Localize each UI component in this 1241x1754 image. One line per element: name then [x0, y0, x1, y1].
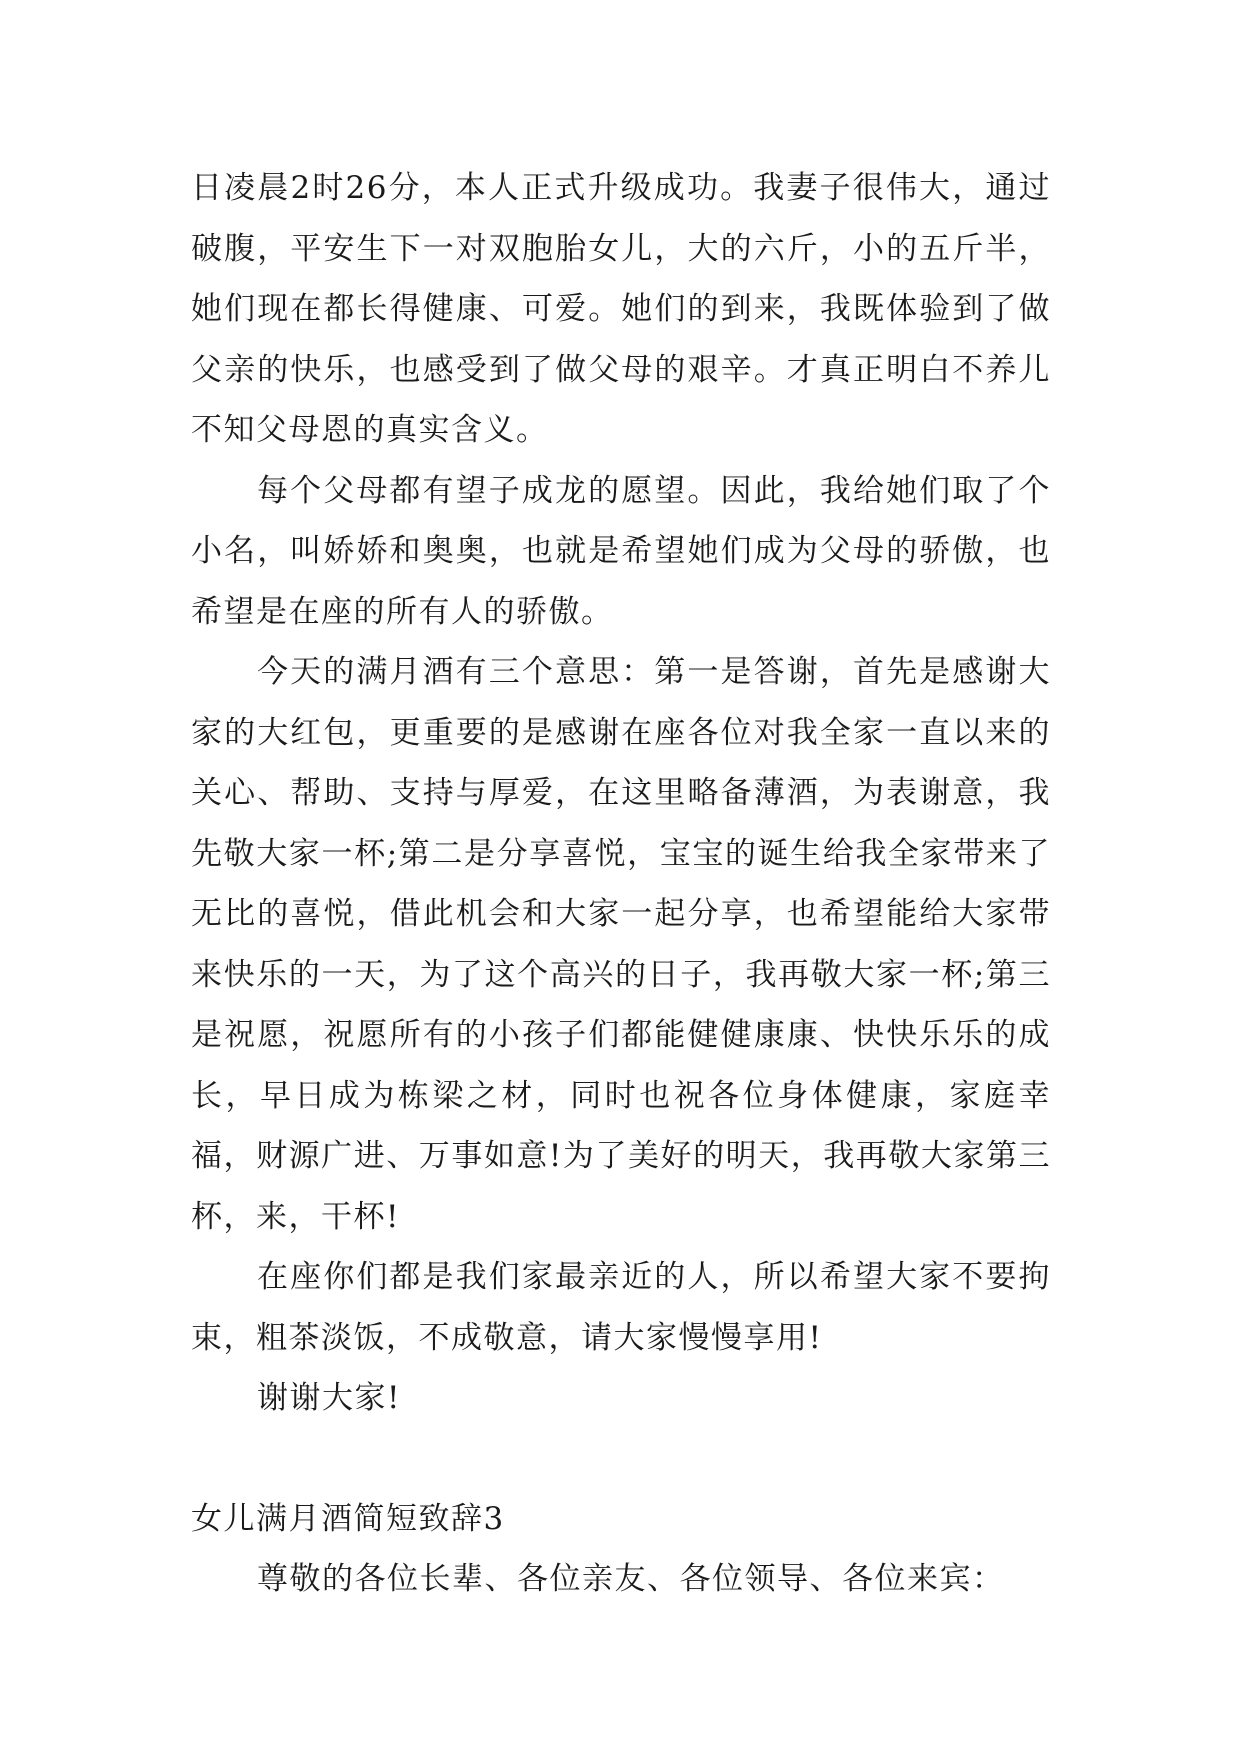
paragraph-thanks: 谢谢大家!	[257, 1380, 401, 1416]
paragraph-three-meanings: 今天的满月酒有三个意思：第一是答谢，首先是感谢大家的大红包，更重要的是感谢在座各位对我全家一直以来的关心、帮助、支持与厚爱，在这里略备薄酒，为表谢意，我先敬大家一杯;第二是分享喜悦，宝宝的诞生给我全家带来了无比的喜悦，借此机会和大家一起分享，也希望能给大家带来快乐的一天，为了这个高兴的日子，我再敬大家一杯;第三是祝愿，祝愿所有的小孩子们都能健健康康、快快乐乐的成长，早日成为栋梁之材，同时也祝各位身体健康，家庭幸福，财源广进、万事如意!为了美好的明天，我再敬大家第三杯，来，干杯!	[191, 654, 1051, 1235]
paragraph-birth-announcement: 日凌晨2时26分，本人正式升级成功。我妻子很伟大，通过破腹，平安生下一对双胞胎女儿，大的六斤，小的五斤半，她们现在都长得健康、可爱。她们的到来，我既体验到了做父亲的快乐，也感受到了做父母的艰辛。才真正明白不养儿不知父母恩的真实含义。	[191, 170, 1051, 448]
greeting-line: 尊敬的各位长辈、各位亲友、各位领导、各位来宾：	[257, 1561, 1005, 1597]
paragraph-enjoy-meal: 在座你们都是我们家最亲近的人，所以希望大家不要拘束，粗茶淡饭，不成敬意，请大家慢慢享用!	[191, 1259, 1051, 1356]
document-body	[191, 158, 1051, 1610]
section-heading: 女儿满月酒简短致辞3	[191, 1500, 505, 1537]
paragraph-nicknames: 每个父母都有望子成龙的愿望。因此，我给她们取了个小名，叫娇娇和奥奥，也就是希望她们成为父母的骄傲，也希望是在座的所有人的骄傲。	[191, 472, 1051, 630]
